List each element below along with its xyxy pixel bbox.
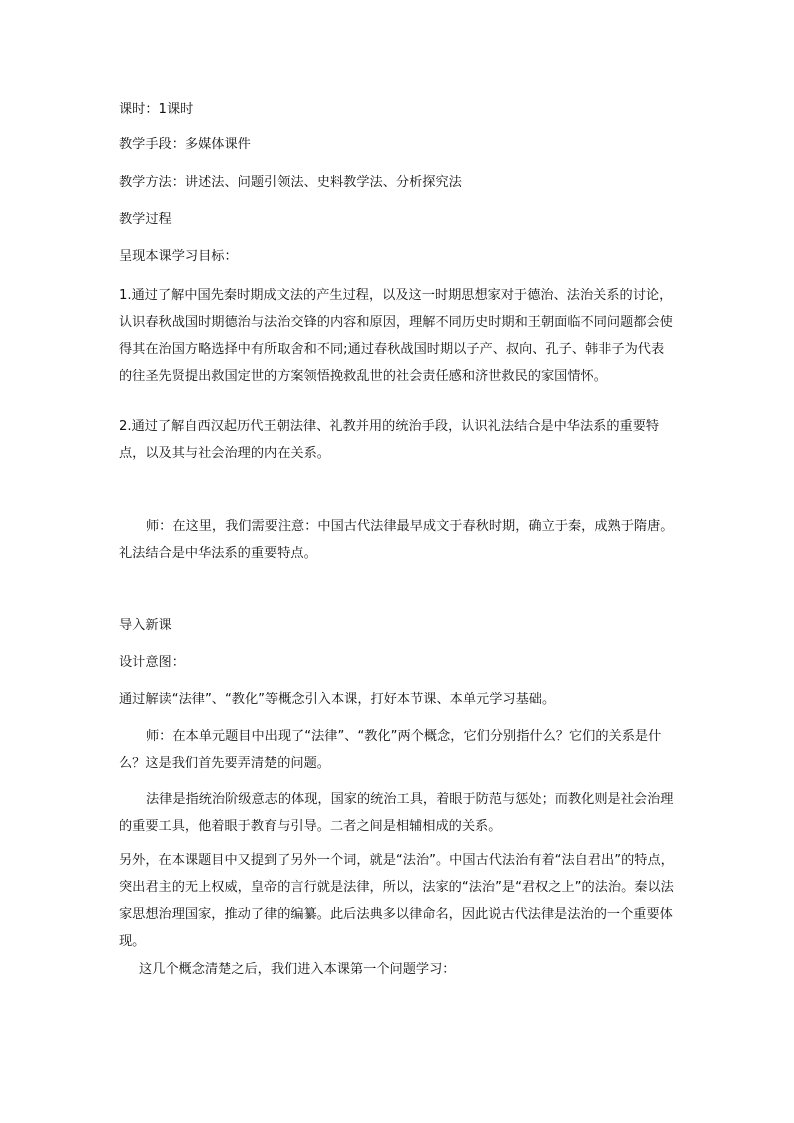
intro-heading: 导入新课	[119, 618, 172, 633]
rule-of-law-paragraph: 另外，在本课题目中又提到了另外一个词，就是“法治”。中国古代法治有着“法自君出”的特点，突出君主的无上权威，皇帝的言行就是法律，所以，法家的“法治”是“君权之上”的法治。秦以法家思想治理国家，推动了律的编纂。此后法典多以律命名，因此说古代法律是法治的一个重要体现。	[119, 853, 674, 949]
design-intent-text: 通过解读“法律”、“教化”等概念引入本课，打好本节课、本单元学习基础。	[119, 692, 556, 707]
learning-goal-2: 2.通过了解自西汉起历代王朝法律、礼教并用的统治手段，认识礼法结合是中华法系的重要特点，以及其与社会治理的内在关系。	[119, 419, 660, 461]
teaching-process-heading: 教学过程	[119, 212, 172, 227]
learning-goals-heading: 呈现本课学习目标：	[119, 249, 238, 264]
teacher-question: 师：在本单元题目中出现了“法律”、“教化”两个概念，它们分别指什么？它们的关系是什么？这是我们首先要弄清楚的问题。	[119, 729, 662, 771]
teaching-methods: 教学方法：讲述法、问题引领法、史料教学法、分析探究法	[119, 175, 462, 190]
course-hours: 课时：1课时	[119, 102, 194, 117]
teaching-means: 教学手段：多媒体课件	[119, 137, 251, 152]
transition-text: 这几个概念清楚之后，我们进入本课第一个问题学习：	[139, 962, 456, 977]
learning-goal-1: 1.通过了解中国先秦时期成文法的产生过程，以及这一时期思想家对于德治、法治关系的讨论，认识春秋战国时期德治与法治交锋的内容和原因，理解不同历史时期和王朝面临不同问题都会使得其在治国方略选择中有所取舍和不同;通过春秋战国时期以子产、叔向、孔子、韩非子为代表的往圣先贤提出救国定世的方案领悟挽救乱世的社会责任感和济世救民的家国情怀。	[119, 288, 673, 384]
law-definition: 法律是指统治阶级意志的体现，国家的统治工具，着眼于防范与惩处；而教化则是社会治理的重要工具，他着眼于教育与引导。二者之间是相辅相成的关系。	[119, 792, 674, 834]
design-intent-label: 设计意图：	[119, 655, 185, 670]
teacher-note: 师：在这里，我们需要注意：中国古代法律最早成文于春秋时期，确立于秦，成熟于隋唐。礼法结合是中华法系的重要特点。	[119, 519, 674, 561]
